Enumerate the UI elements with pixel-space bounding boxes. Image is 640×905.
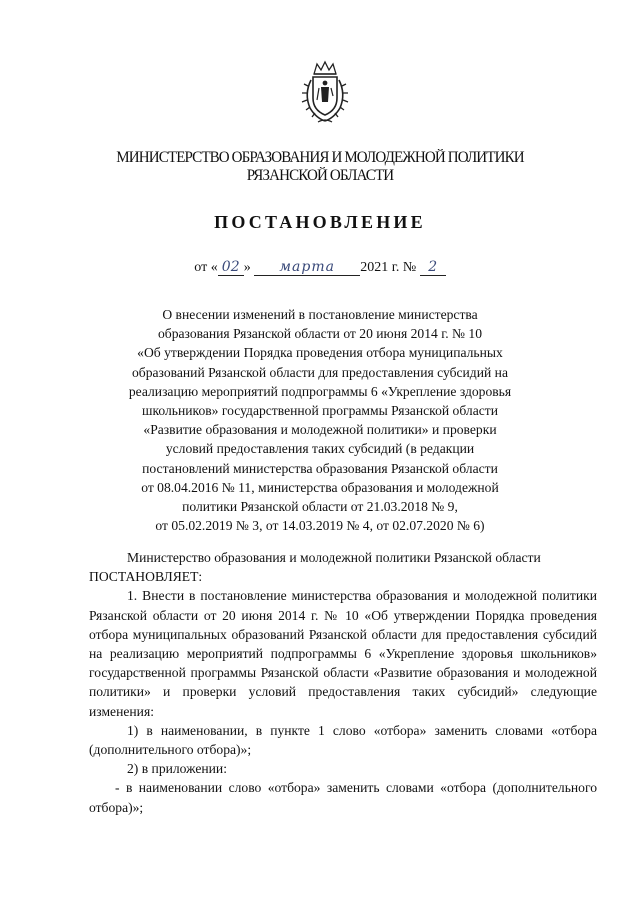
- dash-item-1: - в наименовании слово «отбора» заменить словами «отбора (дополнительного отбора)»;: [89, 780, 597, 815]
- ministry-name-line2: РЯЗАНСКОЙ ОБЛАСТИ: [246, 167, 394, 184]
- handwritten-day: 02: [218, 259, 244, 276]
- intro-paragraph: Министерство образования и молодежной политики Рязанской области: [127, 550, 541, 565]
- subitem-2: 2) в приложении:: [127, 761, 227, 777]
- coat-of-arms-icon: [300, 60, 350, 126]
- date-year-text: 2021 г. №: [360, 260, 417, 275]
- subject-line: от 05.02.2019 № 3, от 14.03.2019 № 4, от 02.07.2020 № 6): [155, 518, 485, 534]
- document-title: ПОСТАНОВЛЕНИЕ: [214, 212, 426, 232]
- date-close-quote: »: [243, 260, 251, 275]
- item-1: 1. Внести в постановление министерства образования и молодежной политики Рязанской области от 20 июня 2014 г. № 10 «Об утверждении Порядка проведения отбора муниципальных образований Рязанской области для предоставления субсидий на реализацию мероприятий подпрограммы 6 «Укрепление здоровья школьников» государственной программы Рязанской области «Развитие образования и молодежной политики» и проверки условий предоставления таких субсидий» следующие изменения:: [89, 588, 597, 719]
- body-text: [89, 548, 597, 817]
- subject-line: политики Рязанской области от 21.03.2018 № 9,: [182, 499, 458, 515]
- ministry-name-line1: МИНИСТЕРСТВО ОБРАЗОВАНИЯ И МОЛОДЕЖНОЙ ПОЛИТИКИ: [116, 149, 524, 166]
- subject-line: постановлений министерства образования Рязанской области: [142, 460, 498, 476]
- handwritten-month: марта: [254, 259, 360, 276]
- subject-line: от 08.04.2016 № 11, министерства образования и молодежной: [141, 479, 499, 495]
- handwritten-number: 2: [420, 259, 446, 276]
- subject-line: «Об утверждении Порядка проведения отбора муниципальных: [137, 345, 503, 361]
- subject-line: О внесении изменений в постановление министерства: [162, 307, 478, 322]
- decree-word: ПОСТАНОВЛЯЕТ:: [89, 569, 203, 585]
- subitem-1: 1) в наименовании, в пункте 1 слово «отбора» заменить словами «отбора (дополнительного отбора)»;: [89, 722, 597, 758]
- subject-line: образований Рязанской области для предоставления субсидий на: [132, 364, 508, 380]
- subject-block: [115, 305, 525, 535]
- subject-line: школьников» государственной программы Рязанской области: [142, 403, 498, 419]
- subject-line: условий предоставления таких субсидий (в редакции: [165, 441, 475, 457]
- date-prefix: от «: [194, 260, 218, 275]
- date-line: [0, 258, 640, 278]
- subject-line: «Развитие образования и молодежной политики» и проверки: [143, 422, 497, 438]
- subject-line: образования Рязанской области от 20 июня 2014 г. № 10: [157, 326, 483, 342]
- subject-line: реализацию мероприятий подпрограммы 6 «Укрепление здоровья: [128, 383, 512, 399]
